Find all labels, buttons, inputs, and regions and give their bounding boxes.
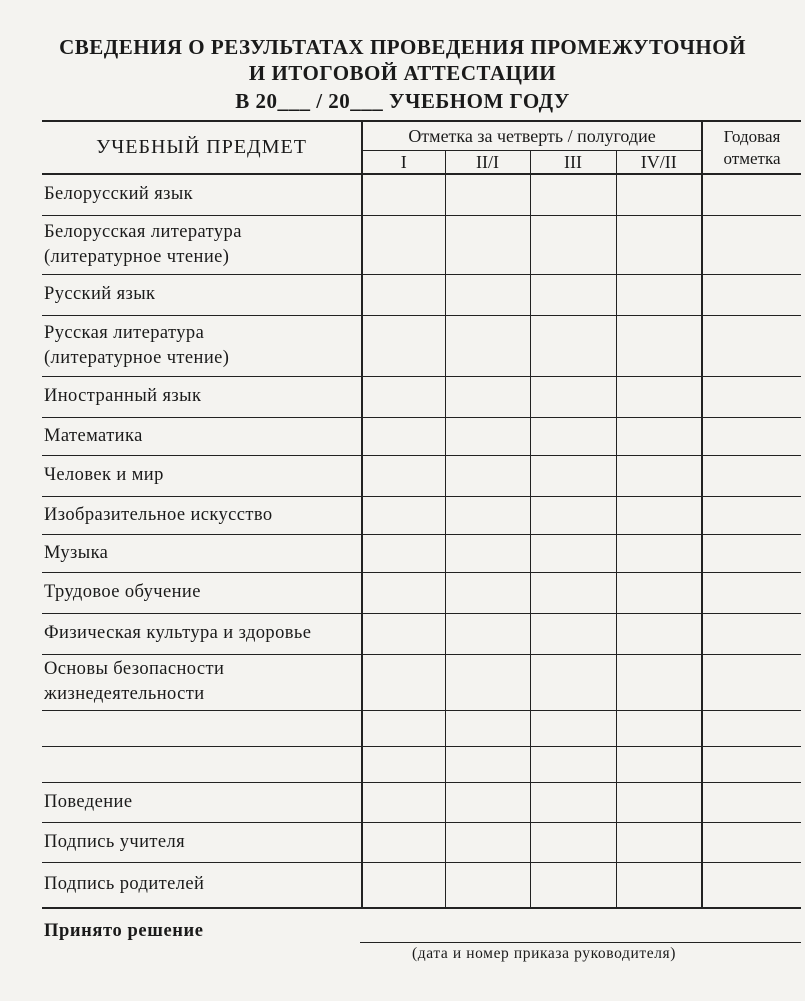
quarter-mark-cell[interactable]	[362, 710, 445, 746]
table-row	[42, 862, 801, 908]
quarter-mark-cell[interactable]	[616, 746, 702, 782]
subject-cell	[42, 274, 362, 315]
subject-name-continued: (литературное чтение)	[44, 347, 230, 368]
quarter-mark-cell[interactable]	[616, 654, 702, 710]
subject-name: Человек и мир	[44, 465, 164, 485]
quarter-mark-cell[interactable]	[616, 710, 702, 746]
subject-cell	[42, 315, 362, 376]
subject-name: Русская литература	[44, 322, 205, 343]
quarter-mark-cell[interactable]	[362, 572, 445, 613]
quarter-mark-cell[interactable]	[445, 746, 530, 782]
subject-cell	[42, 215, 362, 274]
quarter-mark-cell[interactable]	[362, 613, 445, 654]
quarter-mark-cell[interactable]	[362, 782, 445, 822]
form-title-line-3: В 20___ / 20___ УЧЕБНОМ ГОДУ	[235, 89, 570, 113]
quarter-mark-cell[interactable]	[362, 654, 445, 710]
decision-caption: (дата и номер приказа руководителя)	[412, 945, 677, 962]
quarter-mark-cell[interactable]	[445, 572, 530, 613]
annual-mark-cell[interactable]	[702, 710, 801, 746]
quarter-column-header: IV/II	[616, 151, 702, 175]
subject-cell	[42, 862, 362, 908]
quarter-mark-cell[interactable]	[616, 274, 702, 315]
quarter-mark-cell[interactable]	[530, 782, 616, 822]
quarter-mark-cell[interactable]	[362, 534, 445, 572]
table-row	[42, 746, 801, 782]
quarter-mark-cell[interactable]	[616, 862, 702, 908]
quarter-mark-cell[interactable]	[616, 455, 702, 496]
quarter-column-header: I	[362, 151, 445, 175]
subject-column-header: УЧЕБНЫЙ ПРЕДМЕТ	[42, 121, 362, 174]
subject-cell	[42, 746, 362, 782]
decision-signature-line[interactable]	[360, 942, 801, 943]
subject-cell	[42, 782, 362, 822]
table-row	[42, 613, 801, 654]
quarter-mark-cell[interactable]	[616, 376, 702, 417]
annual-mark-header: Годовая отметка	[702, 121, 801, 174]
quarter-column-header: II/I	[445, 151, 530, 175]
quarter-mark-cell[interactable]	[616, 417, 702, 455]
quarter-mark-cell[interactable]	[616, 822, 702, 862]
subject-cell	[42, 174, 362, 215]
decision-label: Принято решение	[44, 921, 204, 941]
quarter-mark-cell[interactable]	[362, 455, 445, 496]
annual-mark-cell[interactable]	[702, 572, 801, 613]
quarter-mark-cell[interactable]	[530, 613, 616, 654]
subject-name: Русский язык	[44, 284, 156, 304]
quarter-mark-cell[interactable]	[445, 534, 530, 572]
annual-mark-cell[interactable]	[702, 174, 801, 215]
table-row	[42, 496, 801, 534]
annual-mark-cell[interactable]	[702, 376, 801, 417]
annual-mark-cell[interactable]	[702, 496, 801, 534]
subject-cell	[42, 654, 362, 710]
grades-table	[42, 120, 801, 909]
annual-mark-cell[interactable]	[702, 315, 801, 376]
table-row	[42, 572, 801, 613]
annual-mark-cell[interactable]	[702, 417, 801, 455]
subject-name: Изобразительное искусство	[44, 504, 273, 525]
quarter-mark-cell[interactable]	[530, 862, 616, 908]
quarter-mark-cell[interactable]	[445, 417, 530, 455]
annual-mark-cell[interactable]	[702, 215, 801, 274]
quarter-mark-cell[interactable]	[530, 654, 616, 710]
quarter-mark-cell[interactable]	[616, 782, 702, 822]
quarter-mark-cell[interactable]	[616, 572, 702, 613]
annual-mark-cell[interactable]	[702, 822, 801, 862]
quarter-mark-cell[interactable]	[530, 215, 616, 274]
table-row	[42, 654, 801, 710]
quarter-mark-cell[interactable]	[445, 496, 530, 534]
subject-cell	[42, 613, 362, 654]
quarter-mark-cell[interactable]	[445, 822, 530, 862]
subject-cell	[42, 496, 362, 534]
table-row	[42, 782, 801, 822]
quarter-column-header: III	[530, 151, 616, 175]
quarter-mark-cell[interactable]	[616, 496, 702, 534]
table-row	[42, 534, 801, 572]
annual-mark-cell[interactable]	[702, 654, 801, 710]
quarter-mark-cell[interactable]	[530, 376, 616, 417]
quarter-mark-cell[interactable]	[362, 315, 445, 376]
quarter-mark-cell[interactable]	[530, 274, 616, 315]
annual-mark-cell[interactable]	[702, 862, 801, 908]
annual-mark-cell[interactable]	[702, 534, 801, 572]
subject-name-continued: (литературное чтение)	[44, 246, 230, 267]
quarter-mark-cell[interactable]	[616, 613, 702, 654]
quarter-mark-cell[interactable]	[616, 534, 702, 572]
quarter-mark-cell[interactable]	[445, 315, 530, 376]
quarter-mark-cell[interactable]	[362, 274, 445, 315]
subject-name: Подпись родителей	[44, 874, 205, 895]
quarter-mark-cell[interactable]	[530, 746, 616, 782]
quarter-mark-cell[interactable]	[445, 654, 530, 710]
quarter-mark-cell[interactable]	[362, 496, 445, 534]
subject-cell	[42, 534, 362, 572]
subject-name: Белорусский язык	[44, 184, 194, 205]
quarter-mark-cell[interactable]	[362, 174, 445, 215]
quarter-mark-cell[interactable]	[530, 315, 616, 376]
subject-name: Музыка	[44, 542, 109, 563]
form-title-line-2: И ИТОГОВОЙ АТТЕСТАЦИИ	[248, 61, 557, 85]
quarter-mark-cell[interactable]	[530, 572, 616, 613]
quarter-mark-cell[interactable]	[530, 710, 616, 746]
subject-name: Белорусская литература	[44, 221, 242, 242]
quarter-mark-cell[interactable]	[530, 417, 616, 455]
quarter-mark-cell[interactable]	[362, 376, 445, 417]
quarter-mark-cell[interactable]	[530, 496, 616, 534]
subject-name: Иностранный язык	[44, 386, 202, 406]
quarter-mark-cell[interactable]	[530, 455, 616, 496]
subject-name: Поведение	[44, 791, 133, 812]
table-row	[42, 274, 801, 315]
quarter-mark-cell[interactable]	[362, 215, 445, 274]
quarter-mark-cell[interactable]	[445, 174, 530, 215]
table-row	[42, 710, 801, 746]
quarter-mark-cell[interactable]	[362, 417, 445, 455]
quarter-mark-cell[interactable]	[530, 174, 616, 215]
quarter-mark-cell[interactable]	[362, 862, 445, 908]
quarter-mark-cell[interactable]	[445, 274, 530, 315]
quarter-mark-cell[interactable]	[530, 534, 616, 572]
quarter-mark-cell[interactable]	[616, 315, 702, 376]
table-row	[42, 315, 801, 376]
table-row	[42, 455, 801, 496]
table-row	[42, 376, 801, 417]
quarter-mark-cell[interactable]	[445, 376, 530, 417]
subject-cell	[42, 572, 362, 613]
subject-cell	[42, 376, 362, 417]
subject-cell	[42, 822, 362, 862]
quarter-mark-cell[interactable]	[362, 822, 445, 862]
quarter-mark-header: Отметка за четверть / полугодие	[362, 121, 702, 151]
annual-mark-cell[interactable]	[702, 274, 801, 315]
form-title-line-1: СВЕДЕНИЯ О РЕЗУЛЬТАТАХ ПРОВЕДЕНИЯ ПРОМЕЖУТОЧНОЙ	[59, 35, 746, 59]
annual-mark-cell[interactable]	[702, 613, 801, 654]
subject-cell	[42, 417, 362, 455]
quarter-mark-cell[interactable]	[445, 710, 530, 746]
quarter-mark-cell[interactable]	[445, 782, 530, 822]
annual-mark-cell[interactable]	[702, 455, 801, 496]
quarter-mark-cell[interactable]	[445, 862, 530, 908]
annual-mark-cell[interactable]	[702, 782, 801, 822]
subject-name: Математика	[44, 425, 143, 446]
quarter-mark-cell[interactable]	[616, 174, 702, 215]
subject-name-continued: жизнедеятельности	[44, 684, 205, 704]
table-row	[42, 822, 801, 862]
quarter-mark-cell[interactable]	[445, 455, 530, 496]
table-row	[42, 417, 801, 455]
subject-name: Подпись учителя	[44, 831, 186, 852]
subject-name: Физическая культура и здоровье	[44, 623, 312, 643]
subject-name: Трудовое обучение	[44, 582, 201, 602]
table-row	[42, 174, 801, 215]
subject-cell	[42, 710, 362, 746]
table-row	[42, 215, 801, 274]
quarter-mark-cell[interactable]	[616, 215, 702, 274]
quarter-mark-cell[interactable]	[530, 822, 616, 862]
quarter-mark-cell[interactable]	[362, 746, 445, 782]
subject-name: Основы безопасности	[44, 659, 225, 679]
quarter-mark-cell[interactable]	[445, 613, 530, 654]
quarter-mark-cell[interactable]	[445, 215, 530, 274]
annual-mark-cell[interactable]	[702, 746, 801, 782]
subject-cell	[42, 455, 362, 496]
